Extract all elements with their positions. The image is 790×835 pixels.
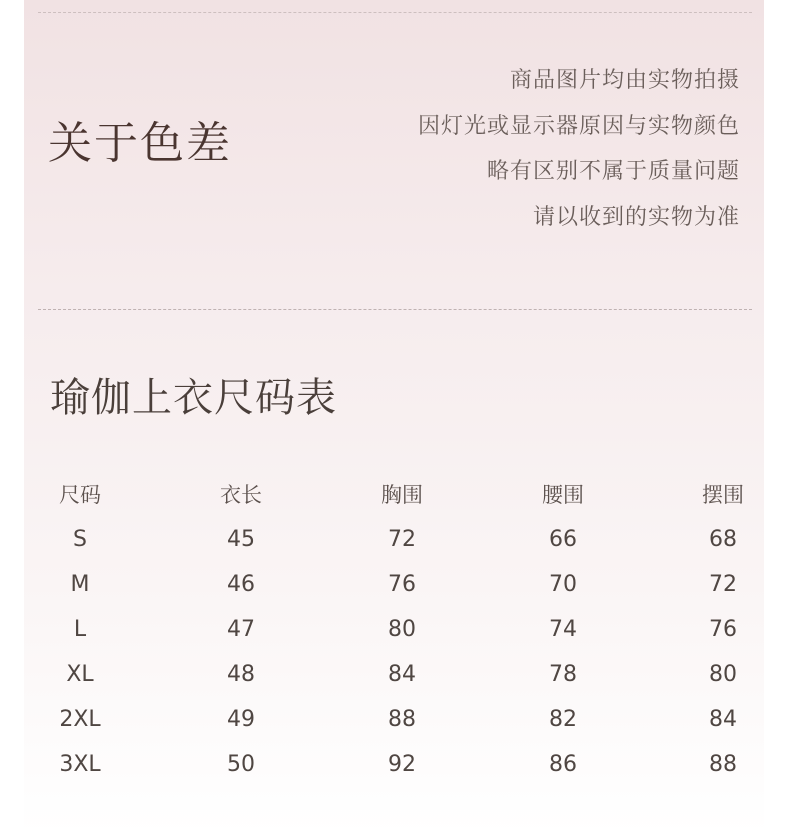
cell-chest: 88: [388, 707, 416, 732]
cell-hem: 72: [709, 572, 737, 597]
cell-waist: 66: [549, 527, 577, 552]
header-waist: 腰围: [542, 483, 584, 507]
cell-size: XL: [66, 662, 94, 687]
cell-hem: 68: [709, 527, 737, 552]
size-table: [0, 476, 790, 791]
notice-line: 请以收到的实物为准: [532, 204, 740, 230]
table-header-row: [0, 476, 790, 521]
cell-size: 2XL: [59, 707, 101, 732]
table-row: [0, 521, 790, 566]
cell-size: M: [70, 572, 90, 597]
notice-line: 略有区别不属于质量问题: [486, 159, 740, 184]
table-row: [0, 701, 790, 746]
cell-length: 45: [227, 527, 255, 552]
table-row: [0, 746, 790, 791]
color-difference-notice: [418, 64, 740, 246]
cell-length: 46: [227, 572, 255, 597]
header-size: 尺码: [59, 483, 101, 507]
cell-size: 3XL: [59, 752, 101, 777]
header-length: 衣长: [220, 483, 262, 507]
top-divider: [38, 12, 752, 13]
cell-hem: 84: [709, 707, 737, 732]
table-row: [0, 656, 790, 701]
header-chest: 胸围: [381, 483, 423, 507]
cell-chest: 80: [388, 617, 416, 642]
notice-line: 因灯光或显示器原因与实物颜色: [417, 113, 740, 139]
cell-chest: 76: [388, 572, 416, 597]
cell-size: L: [73, 617, 87, 642]
cell-waist: 86: [549, 752, 577, 777]
cell-length: 49: [227, 707, 255, 732]
cell-hem: 88: [709, 752, 737, 777]
cell-size: S: [73, 527, 87, 552]
cell-chest: 84: [388, 662, 416, 687]
cell-length: 50: [227, 752, 255, 777]
cell-hem: 80: [709, 662, 737, 687]
section-divider: [38, 309, 752, 310]
color-difference-title: 关于色差: [48, 118, 232, 169]
cell-waist: 74: [549, 617, 577, 642]
cell-length: 48: [227, 662, 255, 687]
cell-waist: 70: [549, 572, 577, 597]
notice-line: 商品图片均由实物拍摄: [509, 68, 740, 93]
cell-waist: 78: [549, 662, 577, 687]
size-chart-title: 瑜伽上衣尺码表: [50, 375, 337, 421]
table-row: [0, 566, 790, 611]
cell-length: 47: [227, 617, 255, 642]
cell-chest: 72: [388, 527, 416, 552]
cell-waist: 82: [549, 707, 577, 732]
header-hem: 摆围: [702, 483, 744, 507]
cell-chest: 92: [388, 752, 416, 777]
cell-hem: 76: [709, 617, 737, 642]
table-row: [0, 611, 790, 656]
